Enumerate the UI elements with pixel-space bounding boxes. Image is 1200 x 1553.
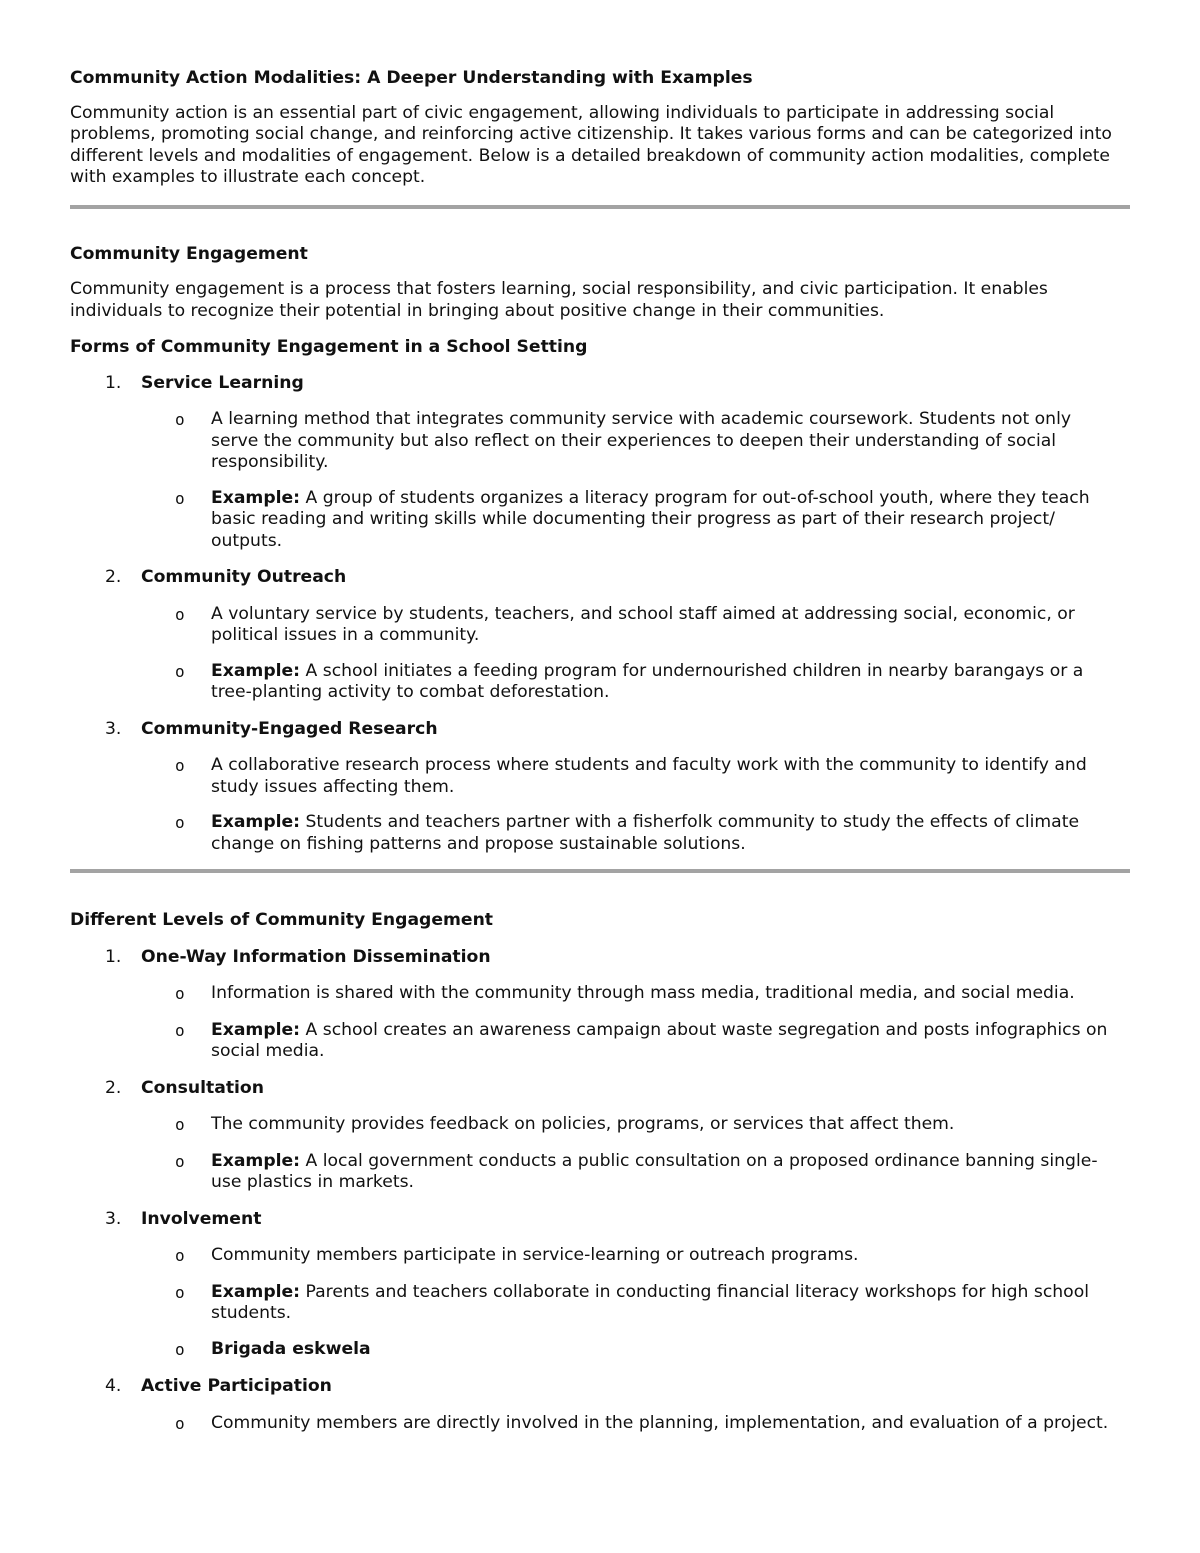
list-item-consultation <box>70 1078 1130 1100</box>
example-label: Example: <box>211 1019 301 1040</box>
sub-item-description: o Community members are directly involved in the planning, implementation, and evaluation of a project. <box>175 1412 1109 1433</box>
list-item-involvement <box>70 1209 1130 1231</box>
bullet-icon: o <box>175 1282 185 1302</box>
bullet-icon: o <box>175 756 185 775</box>
bullet-icon: o <box>175 488 185 508</box>
bullet-icon: o <box>175 1151 185 1171</box>
sub-item-description: o A collaborative research process where students and faculty work with the community to identify and study issues affecting them. <box>175 755 1087 797</box>
section-divider <box>70 205 1130 209</box>
sub-item-example: o Example: A school initiates a feeding program for undernourished children in nearby barangays or a tree-planting activity to combat deforestation. <box>175 660 1084 702</box>
bullet-icon: o <box>175 813 185 832</box>
subheading-forms-of-engagement: Forms of Community Engagement in a School Setting <box>70 337 588 357</box>
sub-item-example: o Example: A local government conducts a public consultation on a proposed ordinance banning single-use plastics in markets. <box>175 1150 1098 1192</box>
list-number: 1. <box>105 372 122 393</box>
list-item-title: Community Outreach <box>141 567 347 587</box>
bullet-icon: o <box>175 1115 185 1134</box>
bullet-icon: o <box>175 984 185 1003</box>
sub-item-example: o Example: Students and teachers partner with a fisherfolk community to study the effects of climate change on fishing patterns and propose sustainable solutions. <box>175 812 1080 854</box>
example-label: Example: <box>211 1150 301 1171</box>
forms-list <box>70 373 1130 856</box>
list-item-title: Service Learning <box>141 372 304 393</box>
list-item-service-learning <box>70 373 1130 395</box>
bullet-icon: o <box>175 604 185 624</box>
sub-item-example: o Example: A group of students organizes a literacy program for out-of-school youth, where they teach basic reading and writing skills while documenting their progress as part of their research project/ outputs. <box>175 487 1090 551</box>
list-number: 2. <box>105 567 122 587</box>
sub-item-description: o The community provides feedback on policies, programs, or services that affect them. <box>175 1114 955 1134</box>
section-heading-community-engagement: Community Engagement <box>70 243 308 264</box>
list-item-active-participation <box>70 1376 1130 1398</box>
bullet-icon: o <box>175 1246 185 1265</box>
section-heading-levels: Different Levels of Community Engagement <box>70 910 494 930</box>
example-label: Example: <box>211 812 301 832</box>
sub-item-brigada-eskwela: o Brigada eskwela <box>175 1338 371 1359</box>
list-item-title: One-Way Information Dissemination <box>141 946 491 967</box>
list-number: 2. <box>105 1077 122 1098</box>
bullet-icon: o <box>175 661 185 681</box>
list-item-title: Consultation <box>141 1077 264 1098</box>
list-number: 3. <box>105 718 122 739</box>
community-engagement-paragraph: Community engagement is a process that fosters learning, social responsibility, and civic participation. It enables individuals to recognize their potential in bringing about positive change in their communities. <box>70 279 1048 321</box>
sub-item-description: o A learning method that integrates community service with academic coursework. Students not only serve the community but also reflect on their experiences to deepen their understanding of social responsibility. <box>175 409 1072 472</box>
example-label: Example: <box>211 487 301 508</box>
document-title: Community Action Modalities: A Deeper Understanding with Examples <box>70 68 753 88</box>
list-item-title: Active Participation <box>141 1376 332 1396</box>
list-item-community-outreach <box>70 567 1130 589</box>
sub-item-example: o Example: A school creates an awareness campaign about waste segregation and posts infographics on social media. <box>175 1019 1108 1061</box>
list-item-title: Involvement <box>141 1208 262 1229</box>
list-number: 3. <box>105 1208 122 1229</box>
example-label: Example: <box>211 660 301 681</box>
bullet-icon: o <box>175 410 185 429</box>
list-item-one-way-dissemination <box>70 947 1130 969</box>
section-divider <box>70 869 1130 873</box>
list-number: 4. <box>105 1376 122 1396</box>
levels-list <box>70 947 1130 1435</box>
intro-paragraph: Community action is an essential part of civic engagement, allowing individuals to participate in addressing social problems, promoting social change, and reinforcing active citizenship. It takes various forms and can be categorized into different levels and modalities of engagement. Below is a detailed breakdown of community action modalities, complete with examples to illustrate each concept. <box>70 102 1112 187</box>
document-page <box>70 68 1130 1434</box>
sub-item-example: o Example: Parents and teachers collaborate in conducting financial literacy workshops for high school students. <box>175 1281 1089 1323</box>
sub-item-description: o Community members participate in service-learning or outreach programs. <box>175 1245 859 1265</box>
list-item-community-engaged-research <box>70 719 1130 741</box>
bullet-icon: o <box>175 1339 185 1359</box>
list-item-title: Community-Engaged Research <box>141 718 438 739</box>
sub-item-description: o A voluntary service by students, teachers, and school staff aimed at addressing social, economic, or political issues in a community. <box>175 603 1075 645</box>
sub-item-description: o Information is shared with the community through mass media, traditional media, and social media. <box>175 983 1075 1003</box>
list-number: 1. <box>105 946 122 967</box>
bullet-icon: o <box>175 1020 185 1040</box>
bullet-icon: o <box>175 1413 185 1433</box>
example-label: Example: <box>211 1281 301 1302</box>
